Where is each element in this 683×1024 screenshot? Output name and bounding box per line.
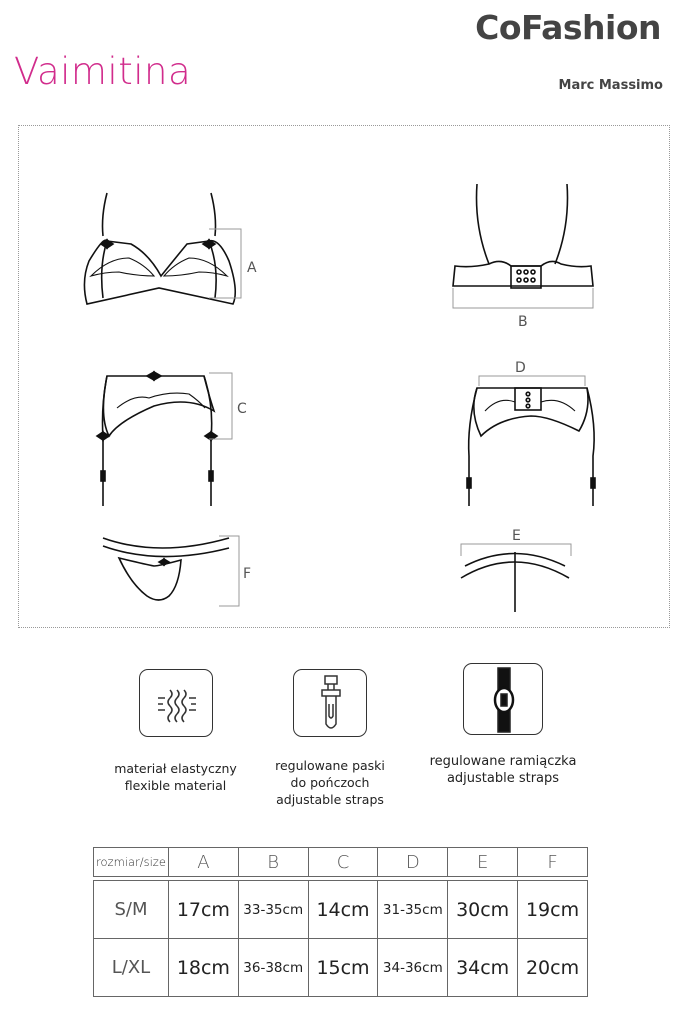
feature-2-line-2: do pończoch [290, 775, 370, 790]
table-cell: 34cm [448, 939, 518, 997]
table-cell: 17cm [168, 881, 238, 939]
feature-2-line-1: regulowane paski [275, 758, 385, 773]
table-cell: 18cm [168, 939, 238, 997]
table-cell: 33-35cm [238, 881, 308, 939]
bra-front-icon [84, 193, 235, 304]
feature-adjustable-straps [408, 663, 598, 787]
feature-flexible-material [88, 669, 263, 794]
table-cell: 15cm [308, 939, 378, 997]
table-cell: 36-38cm [238, 939, 308, 997]
table-cell: 31-35cm [378, 881, 448, 939]
measure-a-line [209, 229, 241, 298]
label-c: C [237, 401, 247, 417]
column-header-c: C [308, 848, 378, 877]
size-table [93, 847, 588, 997]
column-header-f: F [518, 848, 588, 877]
stretch-fabric-icon [139, 669, 213, 737]
feature-3-line-1: regulowane ramiączka [429, 754, 577, 769]
table-row [94, 939, 588, 997]
label-a: A [247, 260, 257, 276]
size-table-header [94, 848, 588, 877]
feature-1-line-2: flexible material [124, 778, 227, 793]
column-header-d: D [378, 848, 448, 877]
designer-name: Marc Massimo [558, 78, 663, 93]
table-cell: 34-36cm [378, 939, 448, 997]
garter-clip-icon [293, 669, 367, 737]
strap-slider-icon [463, 663, 543, 735]
table-cell: 14cm [308, 881, 378, 939]
bra-back-icon [453, 184, 593, 288]
table-cell: 20cm [518, 939, 588, 997]
feature-2-line-3: adjustable straps [276, 792, 384, 807]
column-header-b: B [238, 848, 308, 877]
feature-garter-straps [255, 669, 405, 808]
table-cell: 30cm [448, 881, 518, 939]
measurement-diagram [18, 125, 670, 628]
column-header-a: A [168, 848, 238, 877]
table-cell: 19cm [518, 881, 588, 939]
size-table-corner: rozmiar/size [94, 848, 169, 877]
label-b: B [518, 314, 528, 330]
column-header-e: E [448, 848, 518, 877]
product-name: Vaimitina [14, 50, 192, 93]
garter-belt-back-icon [467, 388, 595, 506]
label-e: E [512, 528, 521, 544]
size-label: L/XL [94, 939, 169, 997]
brand-logo: CoFashion [475, 8, 661, 47]
label-d: D [515, 360, 526, 376]
thong-back-icon [461, 552, 569, 612]
table-row [94, 881, 588, 939]
garter-belt-front-icon [97, 372, 217, 506]
size-label: S/M [94, 881, 169, 939]
feature-3-line-2: adjustable straps [446, 771, 560, 786]
feature-1-line-1: materiał elastyczny [114, 761, 237, 776]
label-f: F [243, 566, 252, 582]
thong-front-icon [103, 538, 229, 600]
